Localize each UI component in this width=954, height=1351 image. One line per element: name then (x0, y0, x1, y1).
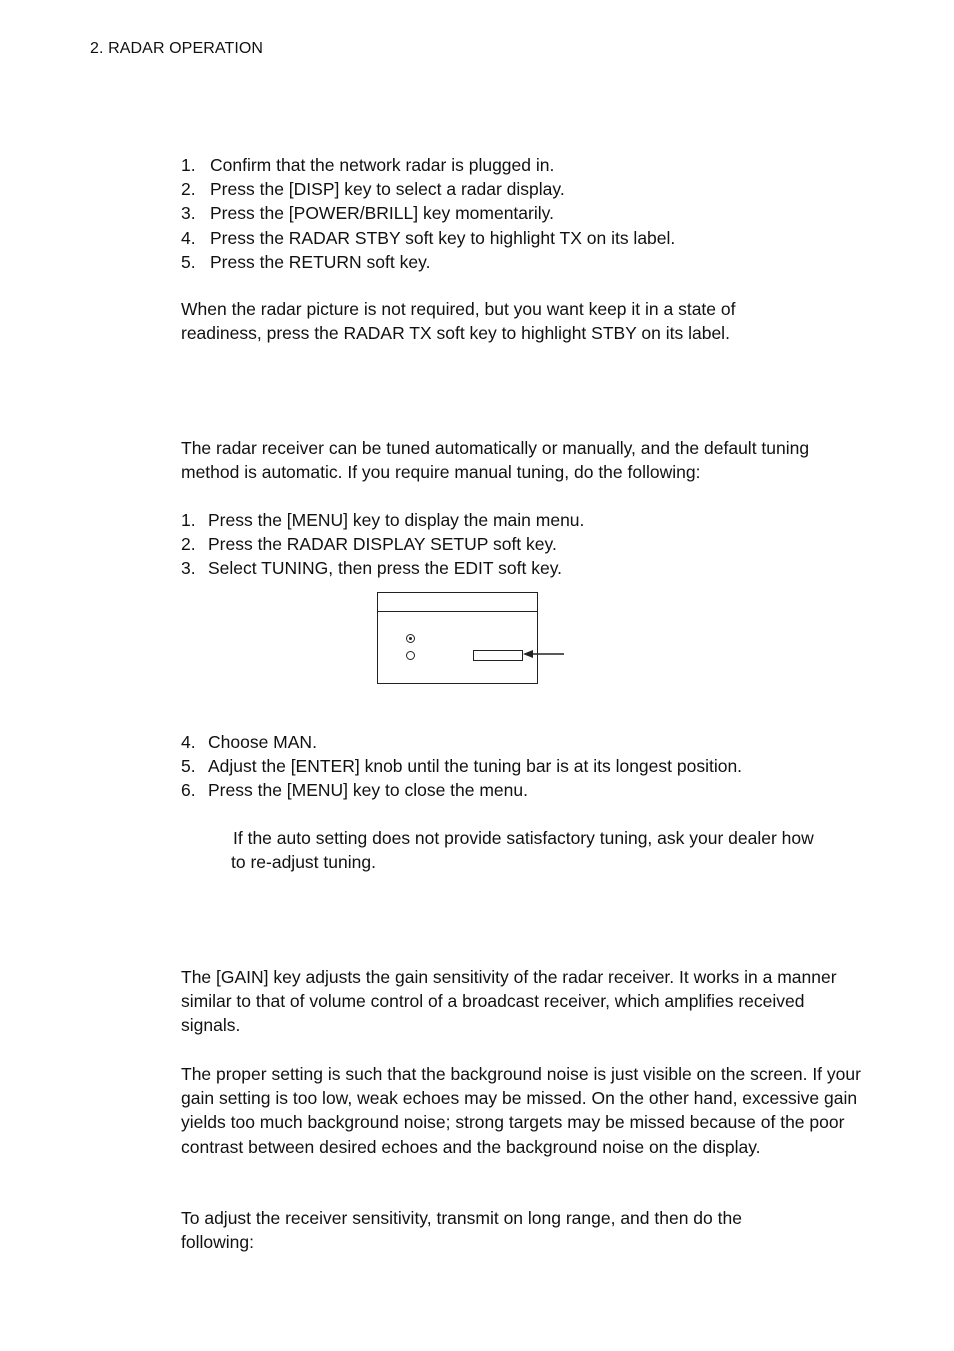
step-text: Choose MAN. (208, 732, 317, 752)
step-text: Confirm that the network radar is plugged in. (210, 155, 555, 175)
page-header: 2. RADAR OPERATION (90, 40, 264, 57)
list-item (181, 778, 742, 802)
list-item (181, 754, 742, 778)
step-number: 5. (181, 251, 196, 272)
list-item (181, 201, 675, 225)
step-text: Adjust the [ENTER] knob until the tuning bar is at its longest position. (208, 756, 743, 777)
list-item (181, 226, 675, 250)
gain-paragraph-1: The [GAIN] key adjusts the gain sensitivity of the radar receiver. It works in a manner similar to that of volume control of a broadcast receiver, which amplifies received signals. (181, 967, 837, 1036)
figure-title-divider (378, 611, 537, 612)
list-item (181, 508, 584, 532)
step-text: Press the RADAR DISPLAY SETUP soft key. (208, 534, 557, 555)
gain-paragraph-2: The proper setting is such that the background noise is just visible on the screen. If your gain setting is too low, weak echoes may be missed. On the other hand, excessive gain yields too much background noise; strong targets may be missed because of the poor contrast between desired echoes and the background noise on the display. (181, 1064, 861, 1157)
step-number: 4. (181, 227, 196, 248)
step-number: 3. (181, 203, 196, 224)
auto-radio-icon (406, 634, 415, 643)
step-text: Press the [DISP] key to select a radar display. (210, 179, 565, 200)
step-number: 2. (181, 179, 196, 200)
tuning-steps-list-b (181, 730, 742, 803)
step-number: 4. (181, 732, 196, 752)
step-number: 1. (181, 510, 196, 530)
list-item (181, 532, 584, 556)
tuning-bar (473, 650, 523, 661)
step-number: 5. (181, 756, 196, 777)
step-number: 2. (181, 534, 196, 555)
step-number: 3. (181, 558, 196, 579)
arrow-left-icon (520, 646, 568, 662)
step-text: Select TUNING, then press the EDIT soft key. (208, 558, 563, 579)
step-text: Press the [MENU] key to close the menu. (208, 780, 528, 801)
list-item (181, 250, 675, 274)
gain-paragraph-3: To adjust the receiver sensitivity, transmit on long range, and then do the following: (181, 1208, 742, 1253)
tuning-menu-figure (377, 592, 538, 684)
step-number: 6. (181, 780, 196, 801)
list-item (181, 153, 675, 177)
list-item (181, 730, 742, 754)
tuning-steps-list-a (181, 508, 584, 581)
step-text: Press the [MENU] key to display the main menu. (208, 510, 585, 530)
manual-radio-icon (406, 651, 415, 660)
list-item (181, 177, 675, 201)
step-number: 1. (181, 155, 196, 175)
tuning-note: If the auto setting does not provide satisfactory tuning, ask your dealer how to re-adjust tuning. (231, 828, 814, 873)
step-text: Press the RETURN soft key. (210, 251, 431, 272)
transmit-steps-list (181, 153, 675, 274)
standby-paragraph: When the radar picture is not required, but you want keep it in a state of readiness, press the RADAR TX soft key to highlight STBY on its label. (181, 299, 736, 344)
list-item (181, 556, 584, 580)
step-text: Press the RADAR STBY soft key to highlight TX on its label. (210, 227, 676, 248)
tuning-intro-paragraph: The radar receiver can be tuned automatically or manually, and the default tuning method is automatic. If you require manual tuning, do the following: (181, 438, 810, 483)
step-text: Press the [POWER/BRILL] key momentarily. (210, 203, 554, 224)
